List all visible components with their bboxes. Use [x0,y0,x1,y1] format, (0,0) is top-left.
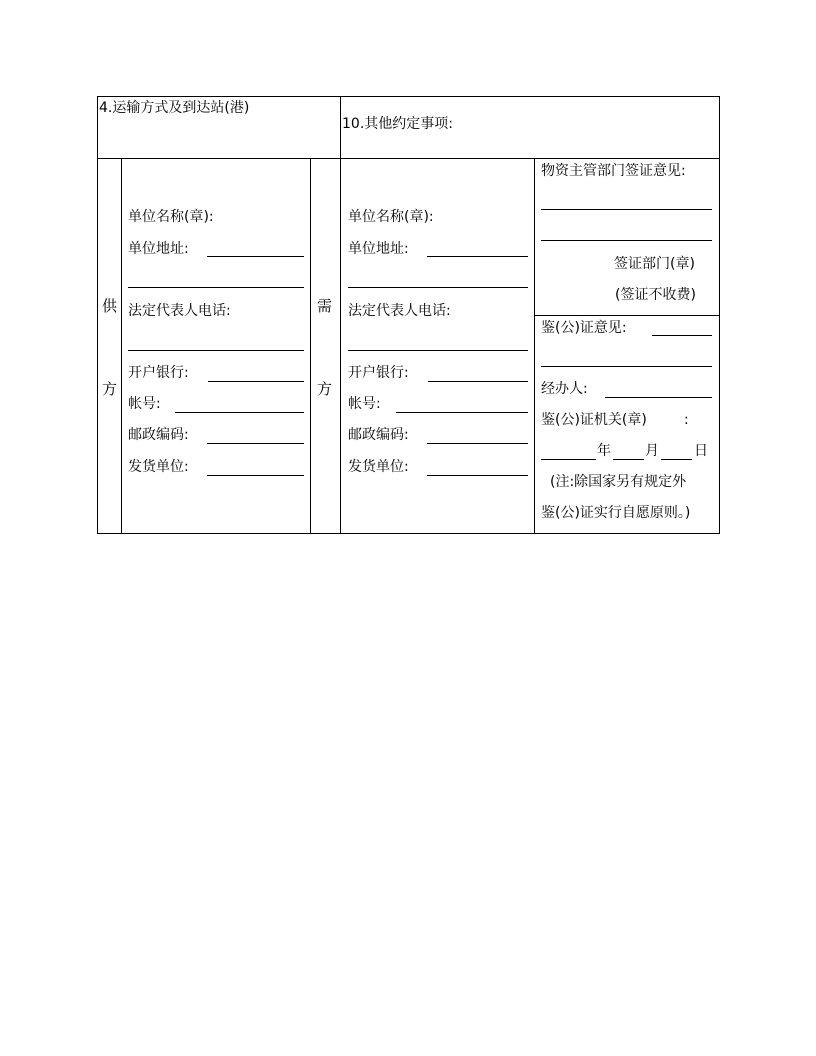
supplier-unit-name-label: 单位名称(章): [128,209,214,225]
supplier-shipping-unit-field[interactable] [207,475,304,476]
supplier-bank-label: 开户银行: [128,365,189,381]
date-day-label: 日 [694,443,708,459]
notary-note-line1: (注:除国家另有规定外 [550,474,687,490]
buyer-postal-code-label: 邮政编码: [348,427,409,443]
notary-office-label: 鉴(公)证机关(章) [541,412,647,428]
date-year-field[interactable] [541,459,596,460]
notary-opinion-field[interactable] [652,335,712,336]
buyer-unit-address-field-2[interactable] [348,287,528,288]
buyer-side-label-char1: 需 [317,297,333,315]
supplier-side-label-char2: 方 [102,380,118,398]
dept-opinion-field-1[interactable] [541,209,712,210]
buyer-approval-divider [534,158,535,534]
transport-label: 4.运输方式及到达站(港) [99,100,250,116]
dept-opinion-label: 物资主管部门签证意见: [541,163,686,179]
other-terms-label: 10.其他约定事项: [342,116,453,132]
supplier-postal-code-field[interactable] [207,443,304,444]
buyer-shipping-unit-field[interactable] [427,475,528,476]
buyer-legal-rep-phone-field[interactable] [348,350,528,351]
buyer-unit-name-label: 单位名称(章): [348,209,434,225]
dept-stamp-label: 签证部门(章) [614,256,695,272]
supplier-unit-address-field[interactable] [207,256,304,257]
supplier-unit-address-field-2[interactable] [128,287,304,288]
supplier-account-field[interactable] [175,412,304,413]
buyer-side-divider [340,158,341,534]
date-year-label: 年 [597,443,611,459]
top-row-divider [340,96,341,159]
supplier-shipping-unit-label: 发货单位: [128,459,189,475]
buyer-bank-field[interactable] [428,381,528,382]
buyer-legal-rep-phone-label: 法定代表人电话: [348,303,451,319]
supplier-postal-code-label: 邮政编码: [128,427,189,443]
supplier-side-divider [121,158,122,534]
supplier-side-label-char1: 供 [102,297,118,315]
handler-label: 经办人: [541,381,588,397]
buyer-shipping-unit-label: 发货单位: [348,459,409,475]
handler-field[interactable] [605,397,712,398]
dept-opinion-field-2[interactable] [541,240,712,241]
buyer-account-label: 帐号: [348,396,381,412]
buyer-postal-code-field[interactable] [427,443,528,444]
date-month-label: 月 [645,443,659,459]
table-row-divider [97,158,720,159]
supplier-bank-field[interactable] [208,381,304,382]
buyer-bank-label: 开户银行: [348,365,409,381]
notary-note-line2: 鉴(公)证实行自愿原则。) [541,505,691,521]
no-fee-note: (签证不收费) [615,287,696,303]
supplier-legal-rep-phone-label: 法定代表人电话: [128,303,231,319]
notary-opinion-field-2[interactable] [541,366,712,367]
date-month-field[interactable] [613,459,644,460]
supplier-buyer-divider [310,158,311,534]
supplier-legal-rep-phone-field[interactable] [128,350,304,351]
date-day-field[interactable] [661,459,692,460]
buyer-unit-address-label: 单位地址: [348,241,409,257]
buyer-side-label-char2: 方 [317,380,333,398]
notary-opinion-label: 鉴(公)证意见: [541,320,627,336]
supplier-unit-address-label: 单位地址: [128,241,189,257]
buyer-account-field[interactable] [396,412,528,413]
notary-office-colon: : [684,412,689,428]
supplier-account-label: 帐号: [128,396,161,412]
approval-notary-divider [534,315,720,316]
buyer-unit-address-field[interactable] [427,256,528,257]
